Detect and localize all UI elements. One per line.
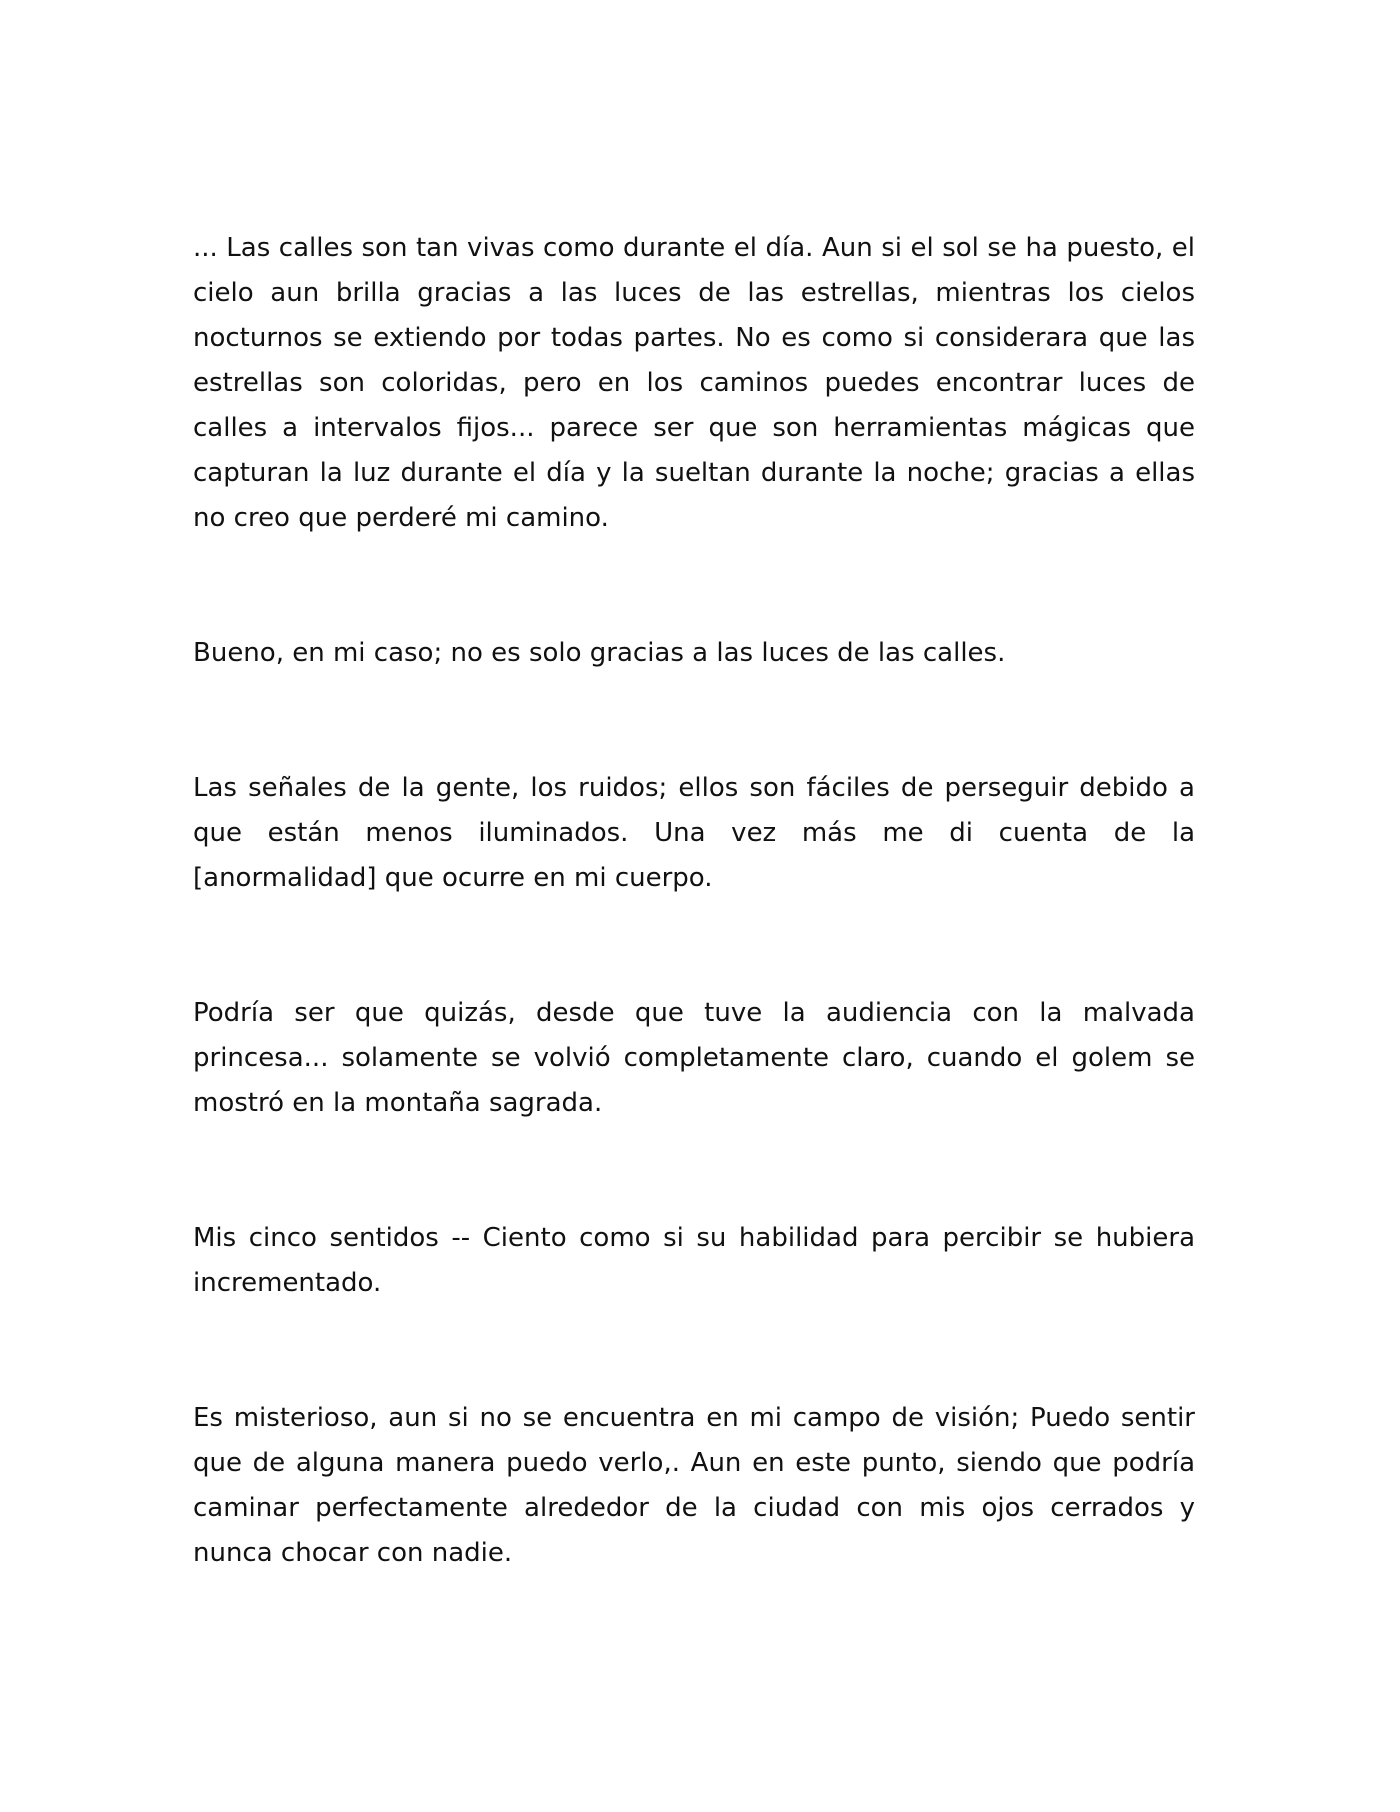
paragraph-3: Las señales de la gente, los ruidos; ellos son fáciles de perseguir debido a que están menos iluminados. Una vez más me di cuenta de la [anormalidad] que ocurre en mi cuerpo. <box>193 773 1195 893</box>
paragraph-4: Podría ser que quizás, desde que tuve la audiencia con la malvada princesa... solamente se volvió completamente claro, cuando el golem se mostró en la montaña sagrada. <box>193 998 1195 1118</box>
paragraph-6: Es misterioso, aun si no se encuentra en mi campo de visión; Puedo sentir que de alguna manera puedo verlo,. Aun en este punto, siendo que podría caminar perfectamente alrededor de la ciudad con mis ojos cerrados y nunca chocar con nadie. <box>193 1403 1195 1568</box>
paragraph-1: ... Las calles son tan vivas como durante el día. Aun si el sol se ha puesto, el cielo aun brilla gracias a las luces de las estrellas, mientras los cielos nocturnos se extiendo por todas partes. No es como si considerara que las estrellas son coloridas, pero en los caminos puedes encontrar luces de calles a intervalos fijos... parece ser que son herramientas mágicas que capturan la luz durante el día y la sueltan durante la noche; gracias a ellas no creo que perderé mi camino. <box>193 233 1195 533</box>
paragraph-5: Mis cinco sentidos -- Ciento como si su habilidad para percibir se hubiera incrementado. <box>193 1223 1195 1298</box>
document-body <box>193 226 1195 1576</box>
paragraph-2: Bueno, en mi caso; no es solo gracias a las luces de las calles. <box>193 638 1006 668</box>
